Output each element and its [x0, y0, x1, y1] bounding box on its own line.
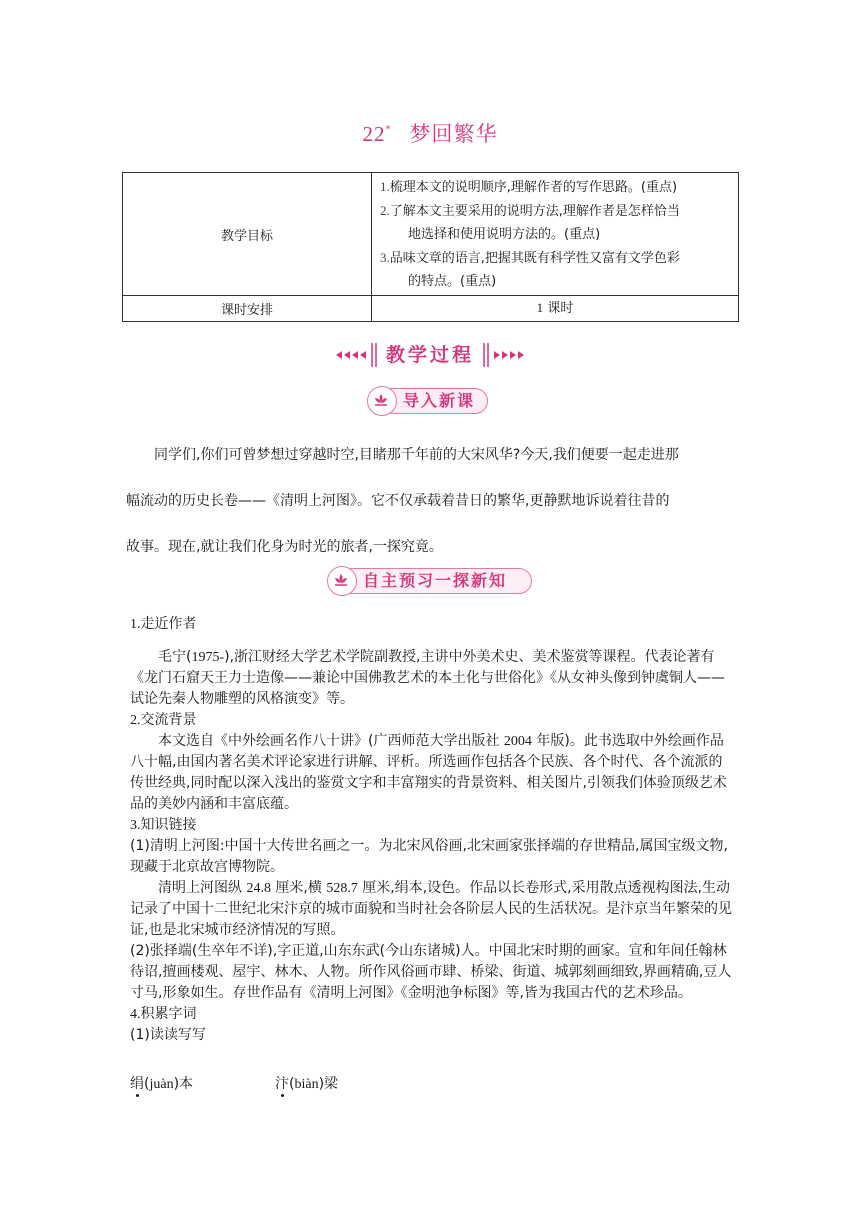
- goal-item-2-cont: 地选择和使用说明方法的。(重点): [408, 227, 601, 242]
- goal-item-1: 1.梳理本文的说明顺序,理解作者的写作思路。(重点): [380, 179, 678, 195]
- word-item-1: 绢(juàn)本: [130, 1076, 194, 1092]
- teaching-goals-table: [122, 172, 739, 322]
- author-paragraph: 毛宁(1975-),浙江财经大学艺术学院副教授,主讲中外美术史、美术鉴赏等课程。代表论著有《龙门石窟天王力士造像——兼论中国佛教艺术的本土化与世俗化》《从女神头像到钟虞铜人——试论先秦人物雕塑的风格演变》等。: [130, 649, 725, 707]
- knowledge-item-2: (2)张择端(生卒年不详),字正道,山东东武(今山东诸城)人。中国北宋时期的画家。宣和年间任翰林待诏,擅画楼观、屋宇、林木、人物。所作风俗画市肆、桥梁、街道、城郭刻画细致,界画精确,豆人寸马,形象如生。存世作品有《清明上河图》《金明池争标图》等,皆为我国古代的艺术珍品。: [130, 943, 732, 1001]
- schedule-label: 课时安排: [123, 296, 372, 322]
- goal-item-3-cont: 的特点。(重点): [408, 274, 497, 289]
- background-paragraph: 本文选自《中外绘画名作八十讲》(广西师范大学出版社 2004 年版)。此书选取中外绘画作品八十幅,由国内著名美术评论家进行讲解、评析。所选画作包括各个民族、各个时代、各个流派的传世经典,同时配以深入浅出的鉴赏文字和丰富翔实的背景资料、相关图片,引领我们体验顶级艺术品的美妙内涵和丰富底蕴。: [130, 733, 727, 812]
- item-heading-1: 1.走近作者: [130, 616, 197, 632]
- schedule-value: 1 课时: [372, 296, 739, 322]
- section-heading-preview: [328, 568, 532, 594]
- goal-item-3: 3.品味文章的语言,把握其既有科学性又富有文学色彩: [380, 250, 680, 266]
- lesson-number: 22: [362, 122, 386, 146]
- intro-paragraph: [126, 432, 734, 570]
- item-subheading-read-write: (1)读读写写: [130, 1027, 206, 1043]
- preview-content: [130, 614, 734, 1046]
- lesson-mark: *: [385, 124, 392, 135]
- lotus-icon: [327, 566, 357, 596]
- lesson-title-text: 梦回繁华: [409, 122, 498, 146]
- intro-line-3: 故事。现在,就让我们化身为时光的旅者,一探究竟。: [126, 539, 443, 555]
- item-heading-3: 3.知识链接: [130, 817, 197, 833]
- section-heading-intro: [368, 388, 488, 414]
- item-heading-4: 4.积累字词: [130, 1006, 197, 1022]
- goals-label: 教学目标: [123, 173, 372, 296]
- goals-list: [372, 173, 739, 296]
- word-item-2: 汴(biàn)梁: [275, 1076, 339, 1092]
- knowledge-item-1-detail: 清明上河图纵 24.8 厘米,横 528.7 厘米,绢本,设色。作品以长卷形式,采用散点透视构图法,生动记录了中国十二世纪北宋汴京的城市面貌和当时社会各阶层人民的生活状况。是汴京当年繁荣的见证,也是北宋城市经济情况的写照。: [130, 880, 732, 938]
- lotus-icon: [367, 386, 397, 416]
- section-banner: [336, 340, 524, 370]
- intro-line-1: 同学们,你们可曾梦想过穿越时空,目睹那千年前的大宋风华?今天,我们便要一起走进那: [154, 447, 679, 463]
- item-heading-2: 2.交流背景: [130, 712, 197, 728]
- section-heading-intro-label: 导入新课: [403, 391, 476, 410]
- section-banner-label: 教学过程: [385, 344, 474, 366]
- lesson-title: [0, 118, 860, 148]
- knowledge-item-1: (1)清明上河图:中国十大传世名画之一。为北宋风俗画,北宋画家张择端的存世精品,属国宝级文物,现藏于北京故宫博物院。: [130, 838, 728, 875]
- intro-line-2: 幅流动的历史长卷——《清明上河图》。它不仅承载着昔日的繁华,更静默地诉说着往昔的: [126, 493, 670, 509]
- goal-item-2: 2.了解本文主要采用的说明方法,理解作者是怎样恰当: [380, 203, 680, 219]
- section-heading-preview-label: 自主预习一探新知: [363, 571, 508, 590]
